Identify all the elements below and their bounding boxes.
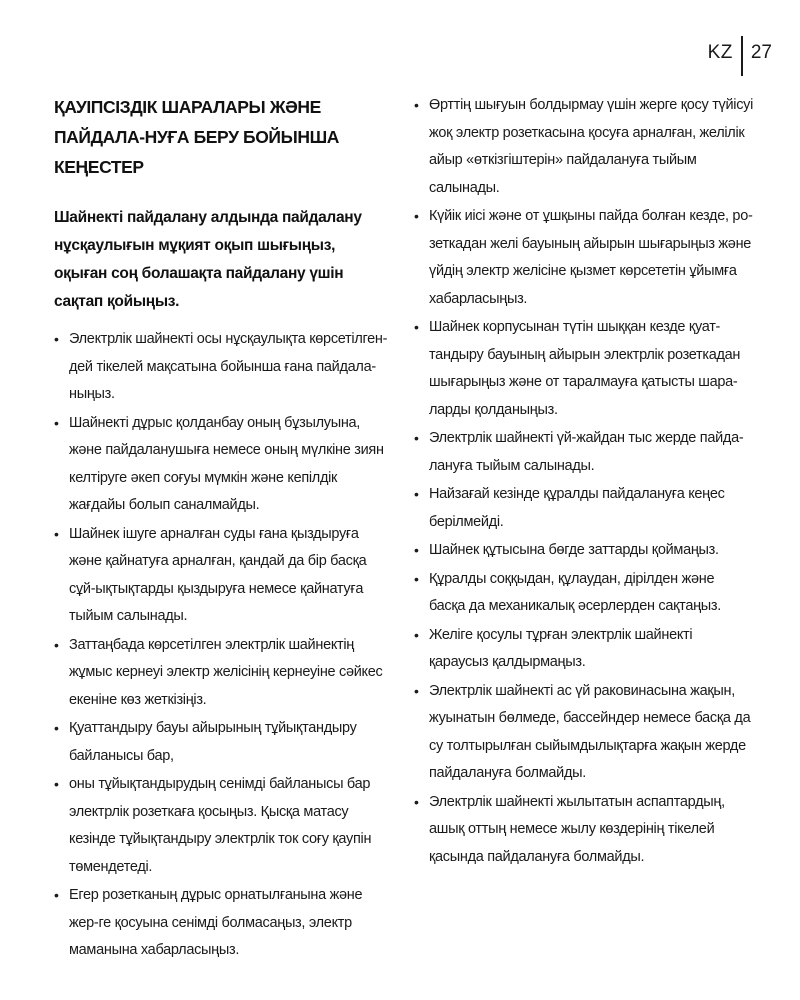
list-item: • Электрлік шайнекті осы нұсқаулықта көрсетілген-дей тікелей мақсатына бойынша ғана пайдала-ныңыз.	[54, 326, 390, 409]
safety-list-left	[54, 326, 390, 965]
list-item: • Шайнек ішуге арналған суды ғана қыздыруға және қайнатуға арналған, қандай да бір басқа сұй-ықтықтарды қыздыруға немесе қайнатуға тыйым салынады.	[54, 521, 390, 631]
list-item: • Егер розетканың дұрыс орнатылғанына және жер-ге қосуына сенімді болмасаңыз, электр маманына хабарласыңыз.	[54, 882, 390, 965]
page-number: 27	[750, 42, 772, 63]
list-item: • Заттаңбада көрсетілген электрлік шайнектің жұмыс кернеуі электр желісінің кернеуіне сәйкес екеніне көз жеткізіңіз.	[54, 632, 390, 715]
list-item: • оны тұйықтандырудың сенімді байланысы бар электрлік розеткаға қосыңыз. Қысқа матасу кезінде тұйықтандыру электрлік ток соғу қаупін төмендетеді.	[54, 771, 390, 881]
list-item: • Шайнекті дұрыс қолданбау оның бұзылуына, және пайдаланушыға немесе оның мүлкіне зиян келтіруге әкеп соғуы мүмкін және кепілдік жағдайы болып саналмайды.	[54, 410, 390, 520]
list-item: • Күйік иісі және от ұшқыны пайда болған кезде, ро-зеткадан желі бауының айырын шығарыңыз және үйдің электр желісіне қызмет көрсететін ұйымға хабарласыңыз.	[414, 203, 754, 313]
list-item: • Қуаттандыру бауы айырының тұйықтандыру байланысы бар,	[54, 715, 390, 770]
section-title: ҚАУІПСІЗДІК ШАРАЛАРЫ ЖӘНЕ ПАЙДАЛА-НУҒА БЕРУ БОЙЫНША КЕҢЕСТЕР	[54, 97, 340, 177]
list-item: • Электрлік шайнекті жылытатын аспаптардың, ашық оттың немесе жылу көздерінің тікелей қасында пайдалануға болмайды.	[414, 789, 754, 872]
list-item: • Найзағай кезінде құралды пайдалануға кеңес берілмейді.	[414, 481, 754, 536]
right-column	[414, 92, 754, 872]
safety-list-right	[414, 92, 754, 871]
left-column	[54, 92, 390, 966]
list-item: • Шайнек корпусынан түтін шыққан кезде қуат-тандыру бауының айырын электрлік розеткадан шығарыңыз және от таралмауға қатысты шара-ларды қолданыңыз.	[414, 314, 754, 424]
list-item: • Электрлік шайнекті ас үй раковинасына жақын, жуынатын бөлмеде, бассейндер немесе басқа да су толтырылған сыйымдылықтарға жақын жерде пайдалануға болмайды.	[414, 678, 754, 788]
list-item: • Шайнек құтысына бөгде заттарды қоймаңыз.	[414, 537, 754, 565]
language-code: KZ	[707, 42, 733, 63]
list-item: • Желіге қосулы тұрған электрлік шайнекті қараусыз қалдырмаңыз.	[414, 622, 754, 677]
list-item: • Құралды соққыдан, құлаудан, дірілден және басқа да механикалық әсерлерден сақтаңыз.	[414, 566, 754, 621]
intro-paragraph: Шайнекті пайдалану алдында пайдалану нұсқаулығын мұқият оқып шығыңыз, оқыған соң болашақта пайдалану үшін сақтап қойыңыз.	[54, 209, 362, 310]
page-header	[708, 30, 772, 76]
list-item: • Өрттің шығуын болдырмау үшін жерге қосу түйісуі жоқ электр розеткасына қосуға арналған, желілік айыр «өткізгіштерін» пайдалануға тыйым салынады.	[414, 92, 754, 202]
list-item: • Электрлік шайнекті үй-жайдан тыс жерде пайда-лануға тыйым салынады.	[414, 425, 754, 480]
